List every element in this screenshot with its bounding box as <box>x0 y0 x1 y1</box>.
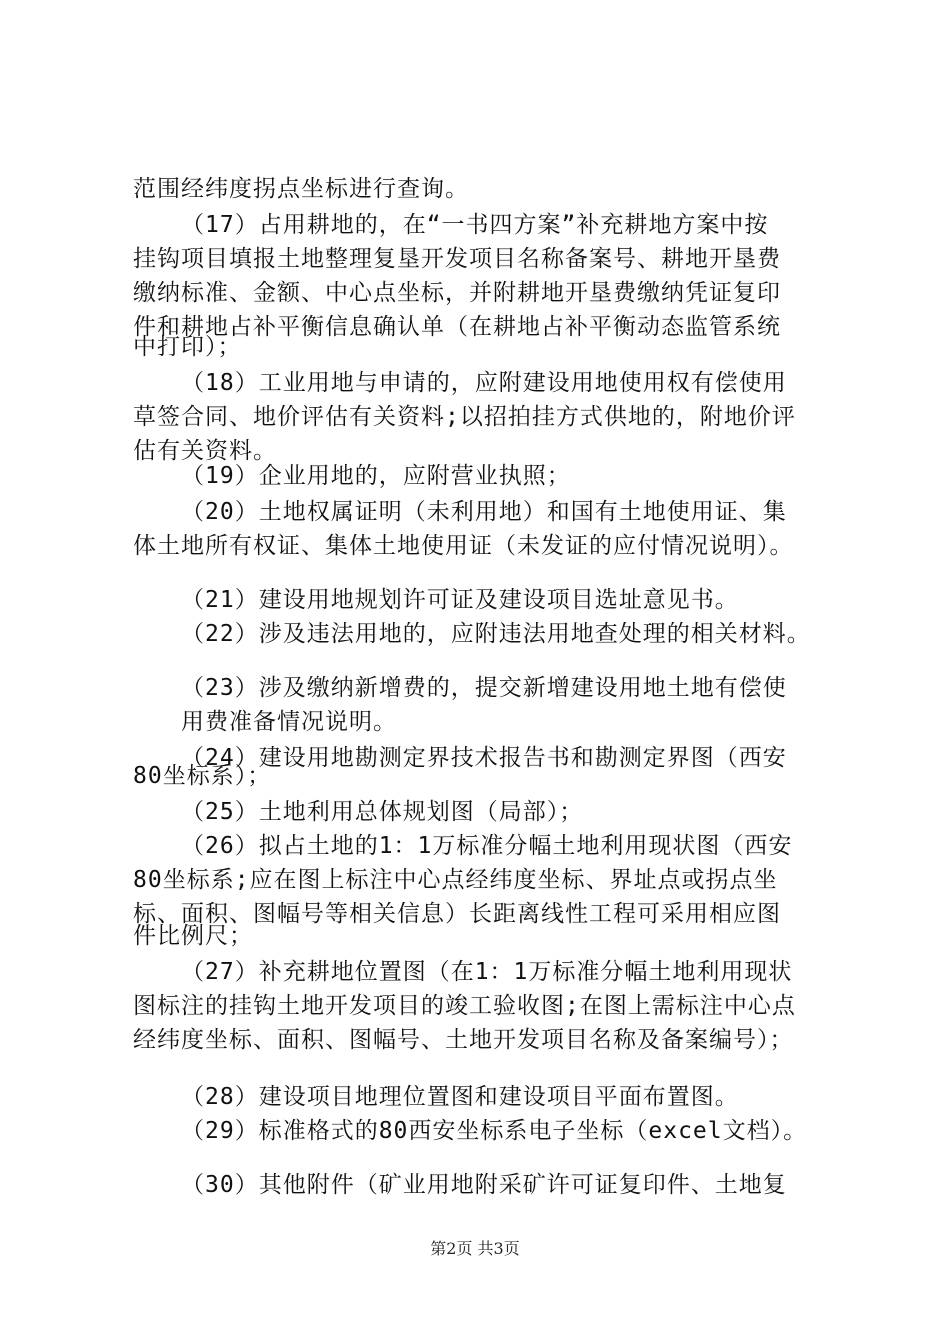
text-line: 80坐标系）； <box>133 763 272 789</box>
text-line: （17）占用耕地的，在“一书四方案”补充耕地方案中按 <box>181 212 769 238</box>
text-line: （19）企业用地的，应附营业执照； <box>181 463 571 489</box>
text-line: 挂钩项目填报土地整理复垦开发项目名称备案号、耕地开垦费 <box>133 246 781 272</box>
text-line: 中打印）； <box>133 334 242 360</box>
text-line: （20）土地权属证明（未利用地）和国有土地使用证、集 <box>181 499 787 525</box>
text-line: 用费准备情况说明。 <box>181 709 397 735</box>
text-line: （26）拟占土地的1：1万标准分幅土地利用现状图（西安 <box>181 833 793 859</box>
text-line: 图标注的挂钩土地开发项目的竣工验收图;在图上需标注中心点 <box>133 993 796 1019</box>
text-line: （18）工业用地与申请的，应附建设用地使用权有偿使用 <box>181 370 787 396</box>
text-line: 缴纳标准、金额、中心点坐标，并附耕地开垦费缴纳凭证复印 <box>133 280 781 306</box>
text-line: （27）补充耕地位置图（在1：1万标准分幅土地利用现状 <box>181 959 793 985</box>
text-line: 标、面积、图幅号等相关信息）长距离线性工程可采用相应图 <box>133 901 781 927</box>
text-line: （23）涉及缴纳新增费的，提交新增建设用地土地有偿使 <box>181 675 787 701</box>
text-line: 经纬度坐标、面积、图幅号、土地开发项目名称及备案编号）； <box>133 1027 794 1053</box>
page-number-footer: 第2页 共3页 <box>430 1239 520 1258</box>
text-line: 件和耕地占补平衡信息确认单（在耕地占补平衡动态监管系统 <box>133 314 781 340</box>
text-line: 体土地所有权证、集体土地使用证（未发证的应付情况说明）。 <box>133 533 794 559</box>
text-line: （25）土地利用总体规划图（局部）； <box>181 799 584 825</box>
text-line: （21）建设用地规划许可证及建设项目选址意见书。 <box>181 587 739 613</box>
text-line: 草签合同、地价评估有关资料;以招拍挂方式供地的，附地价评 <box>133 404 796 430</box>
text-line: 范围经纬度拐点坐标进行查询。 <box>133 176 469 202</box>
text-line: （24）建设用地勘测定界技术报告书和勘测定界图（西安 <box>181 745 787 771</box>
text-line: （30）其他附件（矿业用地附采矿许可证复印件、土地复 <box>181 1172 787 1198</box>
text-line: 80坐标系;应在图上标注中心点经纬度坐标、界址点或拐点坐 <box>133 867 778 893</box>
text-line: （22）涉及违法用地的，应附违法用地查处理的相关材料。 <box>181 621 811 647</box>
text-line: 估有关资料。 <box>133 438 277 464</box>
text-line: 件比例尺； <box>133 923 253 949</box>
text-line: （28）建设项目地理位置图和建设项目平面布置图。 <box>181 1084 739 1110</box>
text-line: （29）标准格式的80西安坐标系电子坐标（excel文档）。 <box>181 1118 808 1144</box>
